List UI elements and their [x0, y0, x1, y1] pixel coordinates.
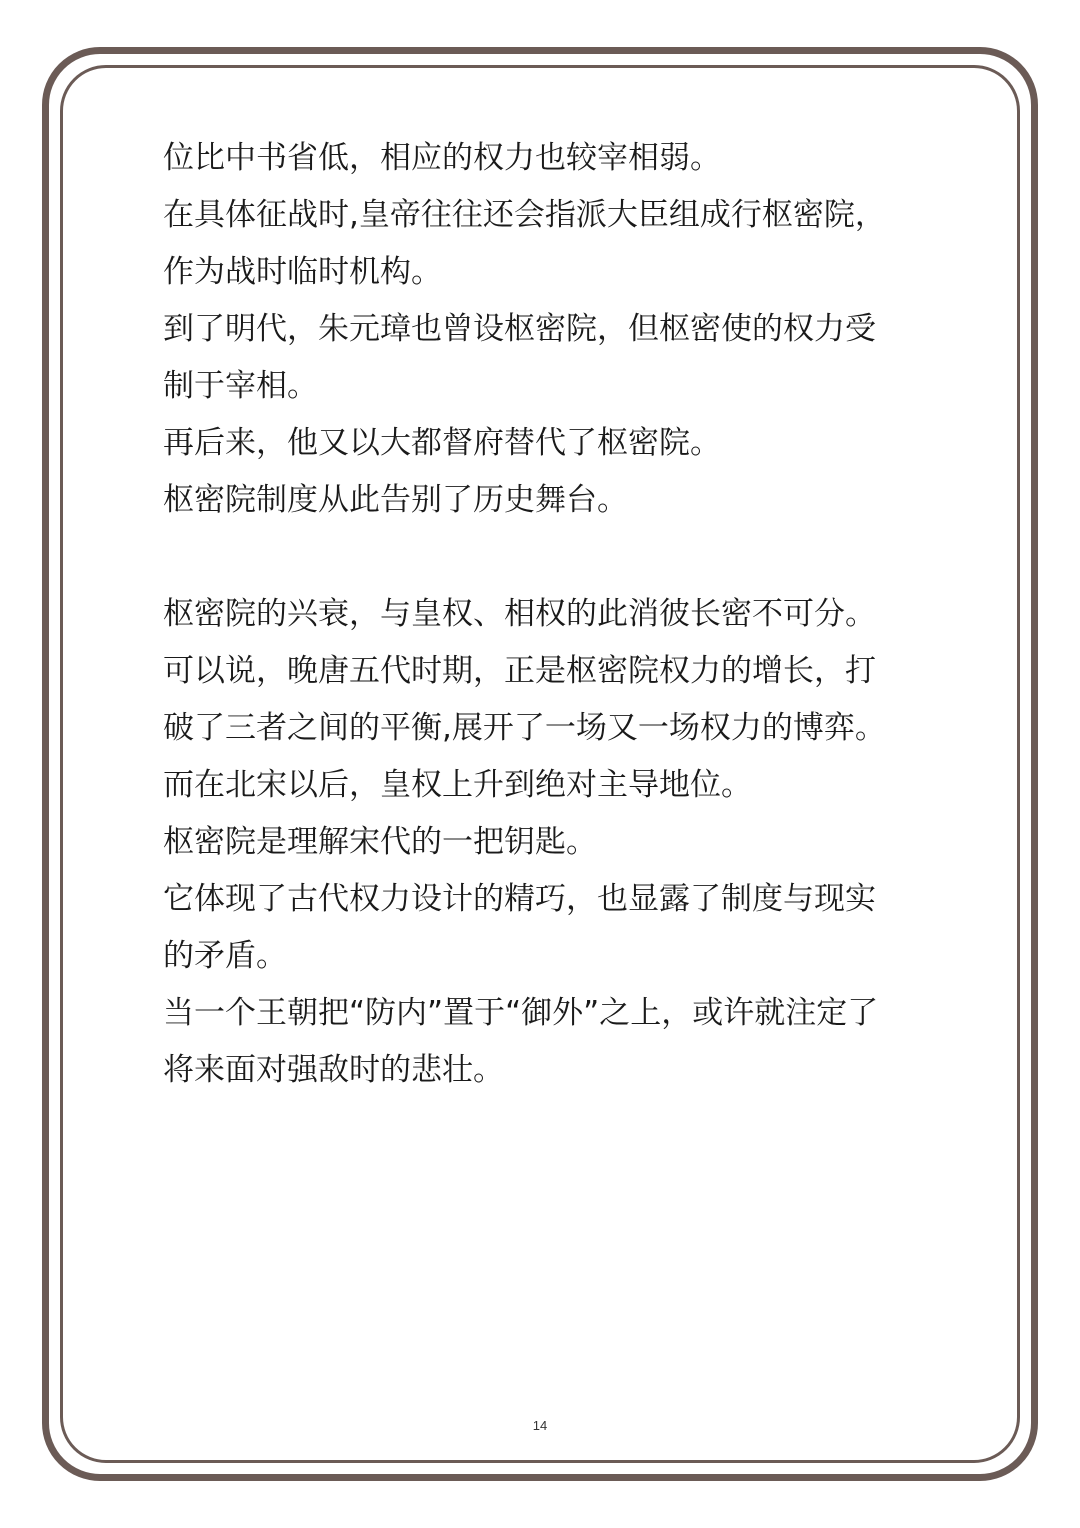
paragraph-2 — [163, 586, 933, 1099]
page-number: 14 — [532, 1418, 548, 1433]
text-line: 的矛盾。 — [163, 938, 287, 974]
text-line: 而在北宋以后，皇权上升到绝对主导地位。 — [163, 767, 752, 803]
text-line: 作为战时临时机构。 — [163, 254, 442, 290]
body-text — [163, 130, 933, 1099]
text-line: 到了明代，朱元璋也曾设枢密院，但枢密使的权力受 — [163, 311, 876, 347]
text-line: 枢密院的兴衰，与皇权、相权的此消彼长密不可分。 — [163, 596, 876, 632]
text-line: 将来面对强敌时的悲壮。 — [163, 1052, 504, 1088]
text-line: 可以说，晚唐五代时期，正是枢密院权力的增长，打 — [163, 653, 876, 689]
text-line: 在具体征战时,皇帝往往还会指派大臣组成行枢密院， — [163, 197, 886, 233]
text-line: 制于宰相。 — [163, 368, 318, 404]
text-line: 枢密院是理解宋代的一把钥匙。 — [163, 824, 597, 860]
text-line: 它体现了古代权力设计的精巧，也显露了制度与现实 — [163, 881, 876, 917]
text-line: 再后来，他又以大都督府替代了枢密院。 — [163, 425, 721, 461]
text-line: 破了三者之间的平衡,展开了一场又一场权力的博弈。 — [163, 710, 886, 746]
text-line: 位比中书省低，相应的权力也较宰相弱。 — [163, 140, 721, 176]
text-line: 枢密院制度从此告别了历史舞台。 — [163, 482, 628, 518]
text-line: 当一个王朝把“防内”置于“御外”之上，或许就注定了 — [163, 995, 879, 1031]
paragraph-1 — [163, 130, 933, 529]
paragraph-gap — [163, 529, 933, 586]
